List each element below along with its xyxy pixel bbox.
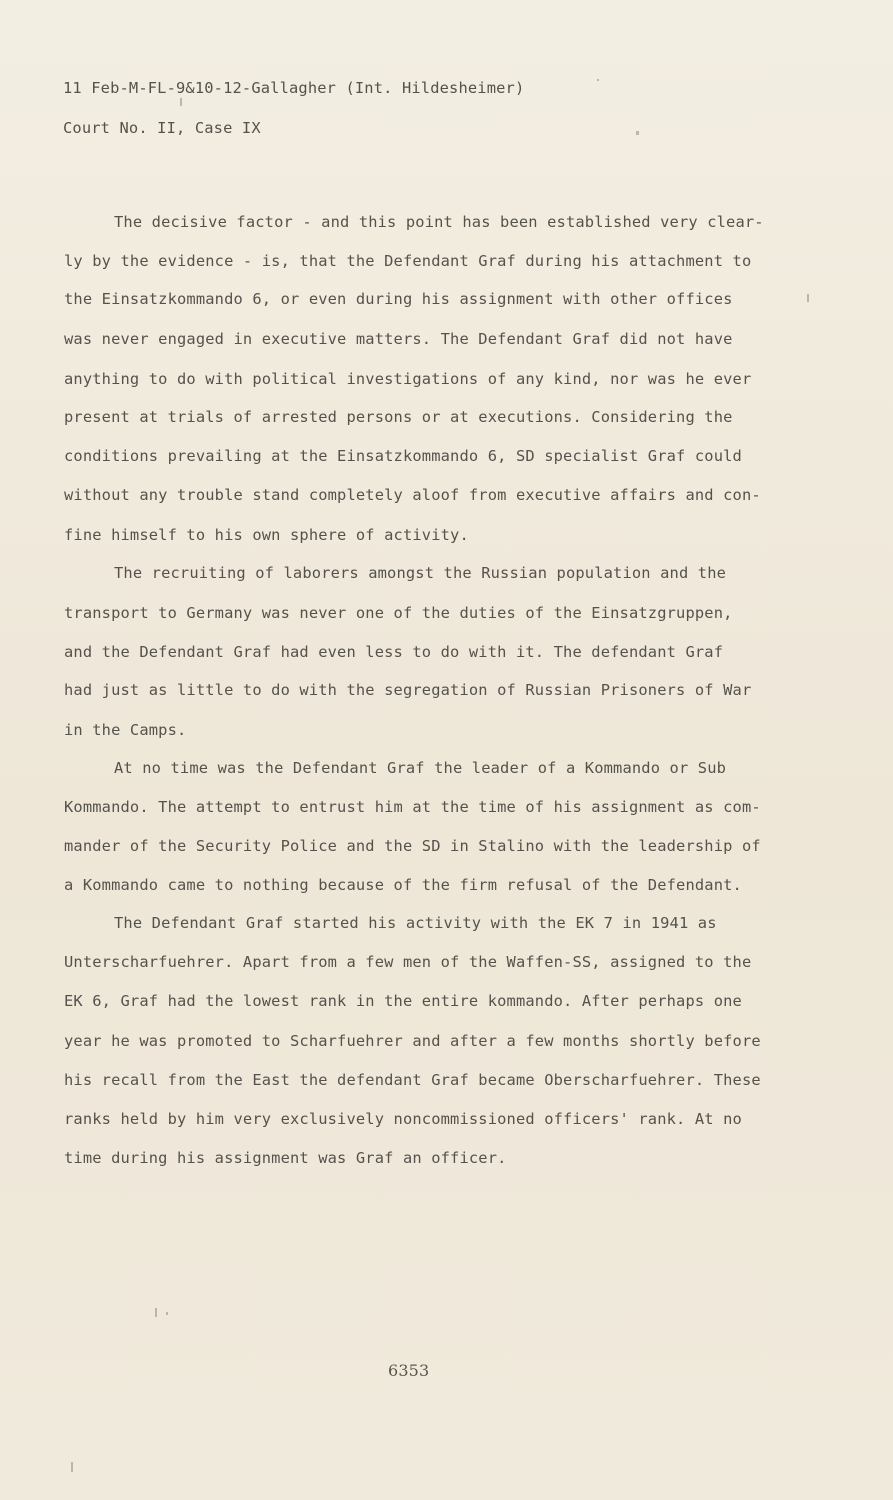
paragraph-4-line-3: EK 6, Graf had the lowest rank in the entire kommando. After perhaps one [64, 992, 742, 1010]
paper-speck [597, 79, 599, 81]
paragraph-4-line-5: his recall from the East the defendant Graf became Oberscharfuehrer. These [64, 1071, 761, 1089]
paragraph-1-line-5: anything to do with political investigations of any kind, nor was he ever [64, 370, 752, 388]
paragraph-3-line-2: Kommando. The attempt to entrust him at the time of his assignment as com- [64, 798, 761, 816]
paper-speck [807, 294, 809, 302]
paper-speck [636, 131, 639, 135]
paper-speck [155, 1308, 157, 1317]
paragraph-4-line-1: The Defendant Graf started his activity with the EK 7 in 1941 as [114, 914, 717, 932]
court-case-line: Court No. II, Case IX [63, 119, 261, 137]
paragraph-4-line-6: ranks held by him very exclusively noncommissioned officers' rank. At no [64, 1110, 742, 1128]
paragraph-1-line-9: fine himself to his own sphere of activity. [64, 526, 469, 544]
document-header-line: 11 Feb-M-FL-9&10-12-Gallagher (Int. Hildesheimer) [63, 79, 525, 97]
paragraph-1-line-8: without any trouble stand completely aloof from executive affairs and con- [64, 486, 761, 504]
paragraph-3-line-4: a Kommando came to nothing because of the firm refusal of the Defendant. [64, 876, 742, 894]
paragraph-1-line-6: present at trials of arrested persons or at executions. Considering the [64, 408, 733, 426]
paragraph-1-line-7: conditions prevailing at the Einsatzkommando 6, SD specialist Graf could [64, 447, 742, 465]
paper-speck [180, 98, 182, 106]
paragraph-4-line-4: year he was promoted to Scharfuehrer and after a few months shortly before [64, 1032, 761, 1050]
paragraph-2-line-1: The recruiting of laborers amongst the Russian population and the [114, 564, 727, 582]
paragraph-1-line-1: The decisive factor - and this point has been established very clear- [114, 213, 764, 231]
paragraph-1-line-4: was never engaged in executive matters. The Defendant Graf did not have [64, 330, 733, 348]
paragraph-4-line-7: time during his assignment was Graf an officer. [64, 1149, 507, 1167]
paragraph-1-line-3: the Einsatzkommando 6, or even during his assignment with other offices [64, 290, 733, 308]
paragraph-2-line-3: and the Defendant Graf had even less to do with it. The defendant Graf [64, 643, 724, 661]
paper-speck [71, 1462, 73, 1472]
paper-speck [166, 1312, 168, 1315]
paragraph-3-line-1: At no time was the Defendant Graf the leader of a Kommando or Sub [114, 759, 727, 777]
paragraph-2-line-4: had just as little to do with the segregation of Russian Prisoners of War [64, 681, 752, 699]
paragraph-4-line-2: Unterscharfuehrer. Apart from a few men of the Waffen-SS, assigned to the [64, 953, 752, 971]
paragraph-2-line-5: in the Camps. [64, 721, 187, 739]
paragraph-3-line-3: mander of the Security Police and the SD in Stalino with the leadership of [64, 837, 761, 855]
paragraph-2-line-2: transport to Germany was never one of the duties of the Einsatzgruppen, [64, 604, 733, 622]
paragraph-1-line-2: ly by the evidence - is, that the Defendant Graf during his attachment to [64, 252, 752, 270]
page-number: 6353 [388, 1361, 430, 1380]
